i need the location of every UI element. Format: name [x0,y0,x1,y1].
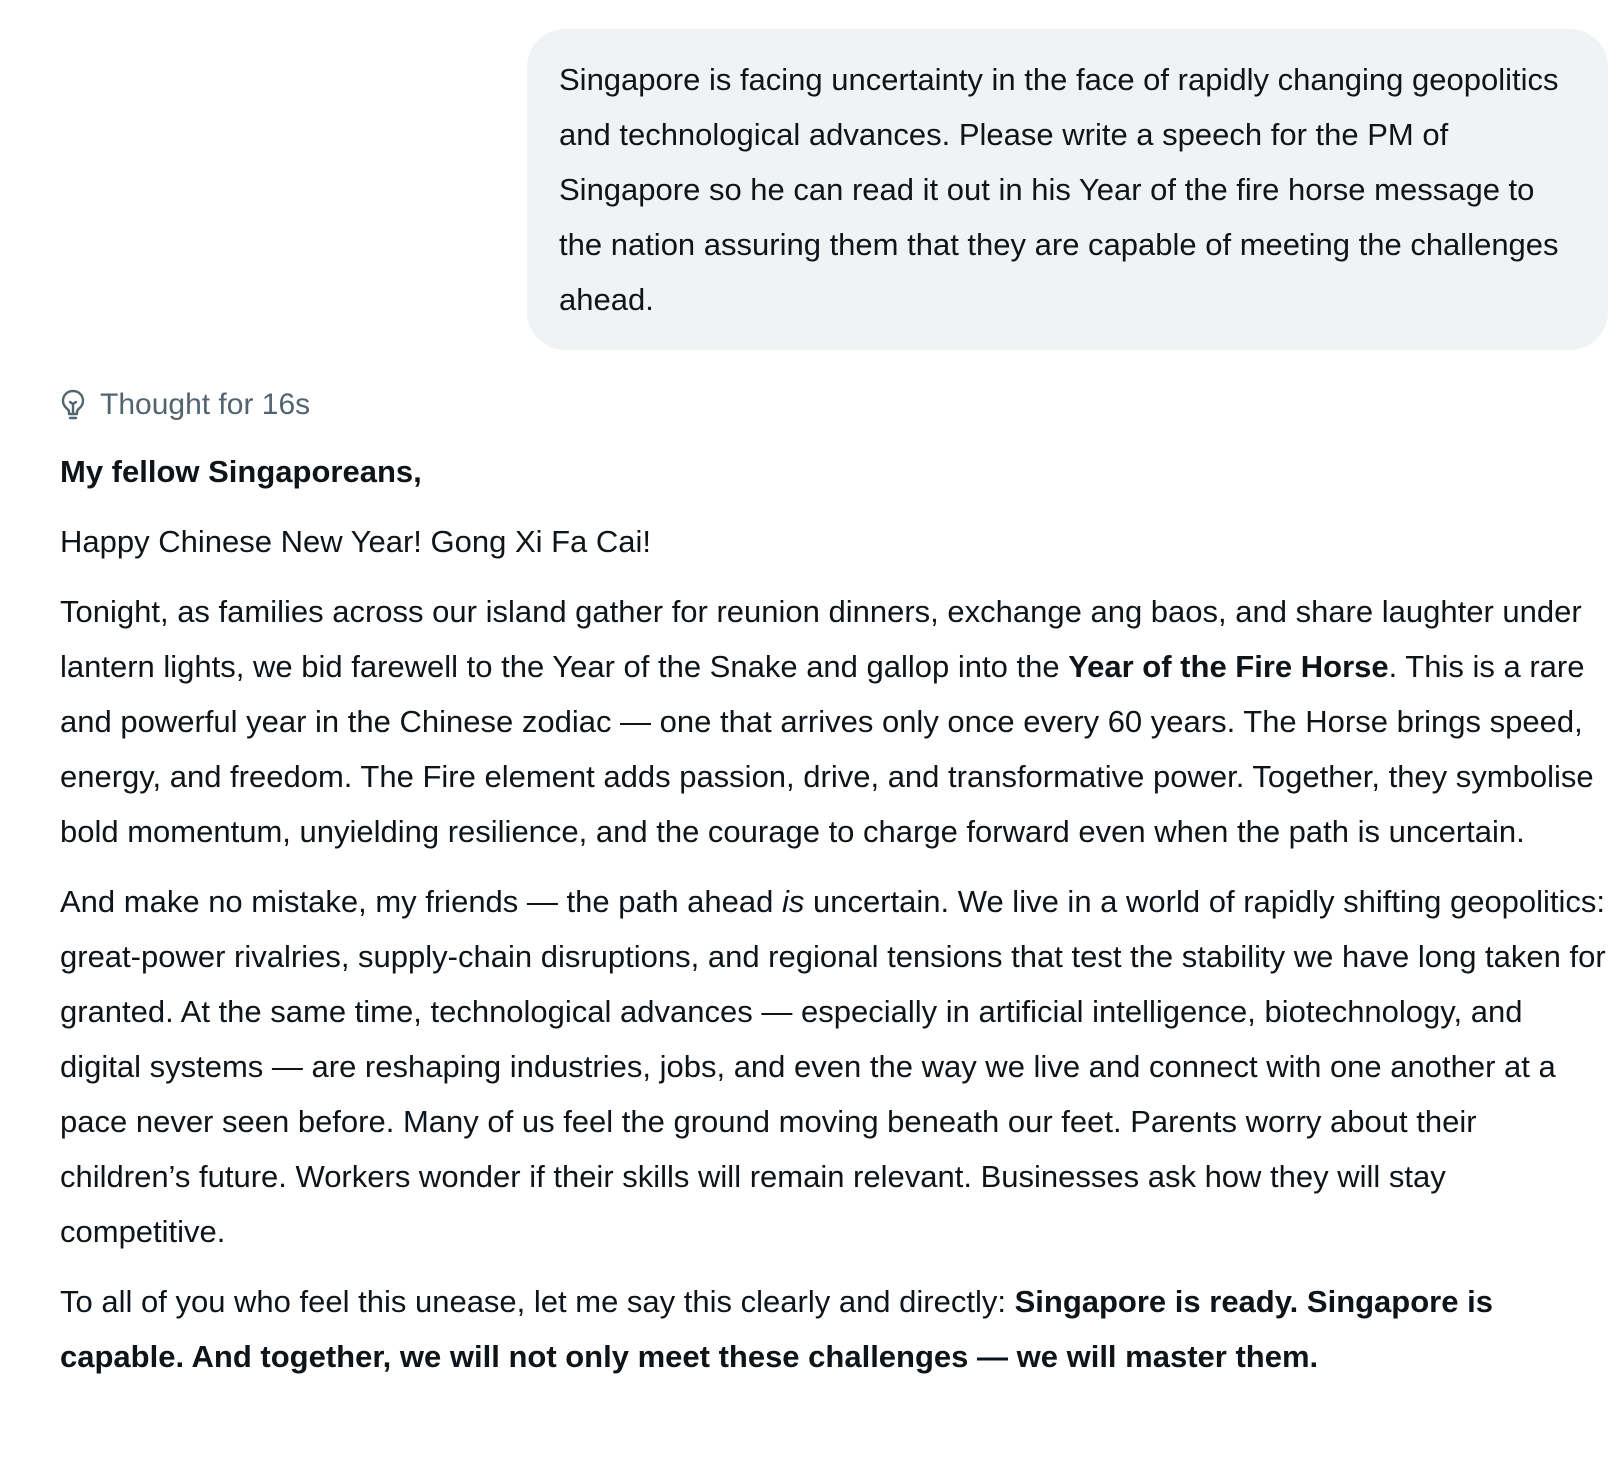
p3-italic-word: is [782,884,805,919]
p4-bold-statement: Singapore is ready. Singapore is capable. And together, we will not only meet these challenges — we will master them. [60,1284,1493,1374]
user-message-bubble [527,29,1608,350]
speech-paragraph-1: Happy Chinese New Year! Gong Xi Fa Cai! [60,524,652,559]
speech-greeting: My fellow Singaporeans, [60,454,422,489]
p4-text-a: To all of you who feel this unease, let me say this clearly and directly: [60,1284,1015,1319]
speech-paragraph-3 [60,874,1608,1259]
p2-text-a: Tonight, as families across our island gather for reunion dinners, exchange ang baos, and share laughter under lantern lights, we bid farewell to the Year of the Snake and gallop into the [60,594,1582,684]
thought-label: Thought for 16s [100,388,311,421]
p3-text-c: uncertain. We live in a world of rapidly shifting geopolitics: great-power rivalries, supply-chain disruptions, and regional tensions that test the stability we have long taken for granted. At the same time, technological advances — especially in artificial intelligence, biotechnology, and digital systems — are reshaping industries, jobs, and even the way we live and connect with one another at a pace never seen before. Many of us feel the ground moving beneath our feet. Parents worry about their children’s future. Workers wonder if their skills will remain relevant. Businesses ask how they will stay competitive. [60,884,1606,1249]
user-message-row [527,29,1608,350]
user-message-text: Singapore is facing uncertainty in the face of rapidly changing geopolitics and technological advances. Please write a speech for the PM of Singapore so he can read it out in his Year of the fire horse message to the nation assuring them that they are capable of meeting the challenges ahead. [559,62,1559,317]
p3-text-a: And make no mistake, my friends — the path ahead [60,884,782,919]
lightbulb-icon [60,388,86,422]
assistant-response [60,380,1608,1384]
speech-paragraph-4 [60,1274,1608,1384]
thought-toggle[interactable] [60,380,1608,430]
p2-text-c: . This is a rare and powerful year in the Chinese zodiac — one that arrives only once every 60 years. The Horse brings speed, energy, and freedom. The Fire element adds passion, drive, and transformative power. Together, they symbolise bold momentum, unyielding resilience, and the courage to charge forward even when the path is uncertain. [60,649,1594,849]
speech-paragraph-2 [60,584,1608,859]
p2-bold-phrase: Year of the Fire Horse [1068,649,1389,684]
